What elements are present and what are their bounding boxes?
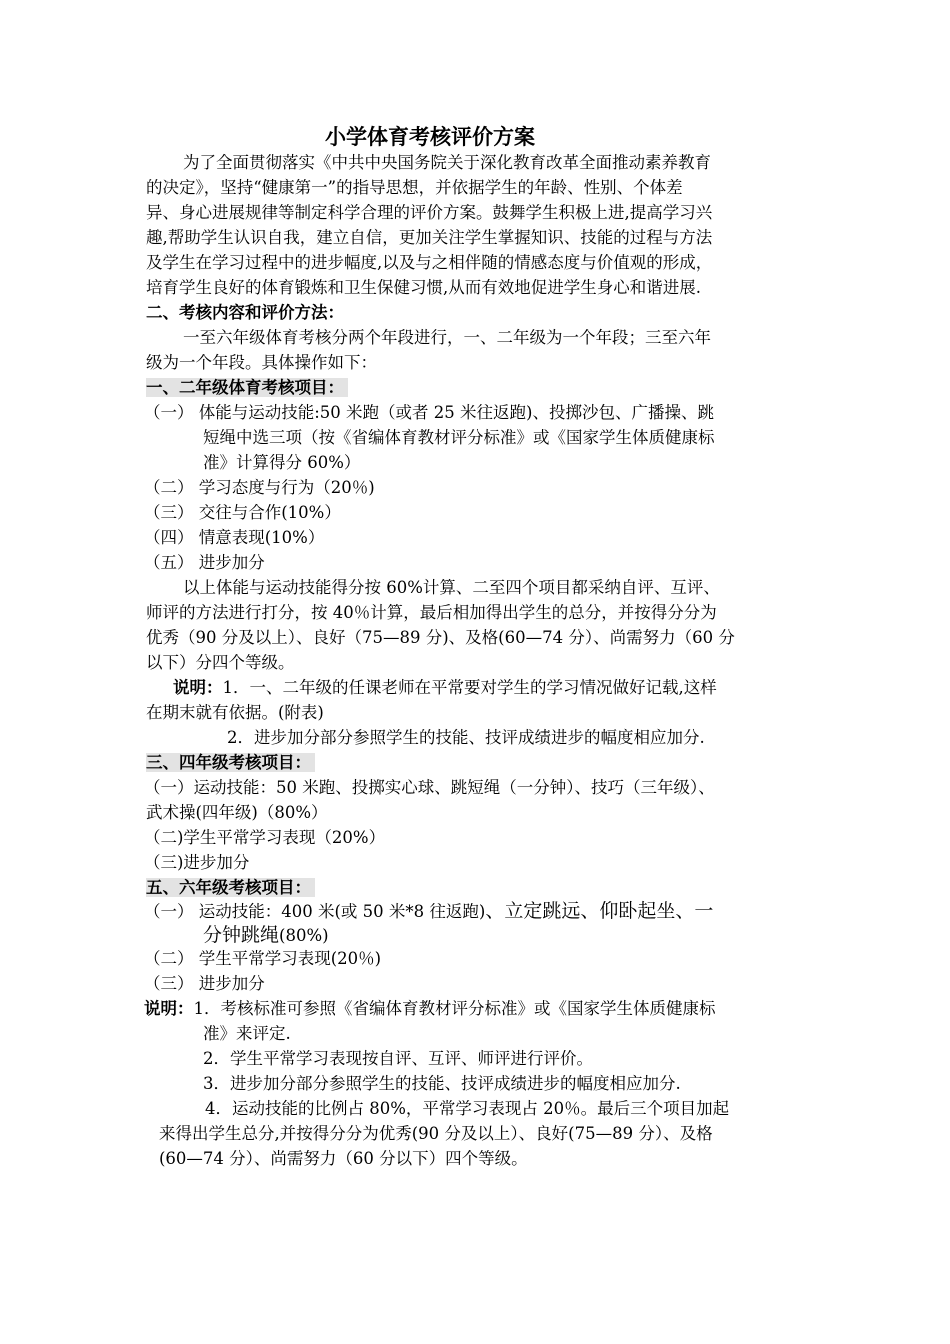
grade56-item: （三） 进步加分	[144, 974, 265, 993]
document-title: 小学体育考核评价方案	[325, 124, 535, 149]
grade12-item: 短绳中选三项（按《省编体育教材评分标准》或《国家学生体质健康标	[203, 428, 715, 447]
intro-line: 为了全面贯彻落实《中共中央国务院关于深化教育改革全面推动素养教育	[183, 153, 711, 172]
grade34-item: （一）运动技能：50 米跑、投掷实心球、跳短绳（一分钟）、技巧（三年级）、	[144, 778, 715, 797]
grade34-item: 武术操(四年级)（80%）	[146, 803, 328, 822]
note-text: 2．进步加分部分参照学生的技能、技评成绩进步的幅度相应加分.	[227, 728, 705, 747]
grade34-heading: 三、四年级考核项目：	[146, 753, 315, 772]
note-text: 来得出学生总分,并按得分分为优秀(90 分及以上）、良好(75—89 分）、及格	[159, 1124, 713, 1143]
note-text: 准》来评定.	[203, 1024, 291, 1043]
note-text: (60—74 分）、尚需努力（60 分以下）四个等级。	[159, 1149, 528, 1168]
grade56-item: （一） 运动技能：400 米(或 50 米*8 往返跑)	[144, 902, 486, 921]
note-text: 在期末就有依据。(附表)	[146, 703, 324, 722]
note-text: 2．学生平常学习表现按自评、互评、师评进行评价。	[203, 1049, 593, 1068]
note-text: 3．进步加分部分参照学生的技能、技评成绩进步的幅度相应加分.	[203, 1074, 681, 1093]
intro-line: 培育学生良好的体育锻炼和卫生保健习惯,从而有效地促进学生身心和谐进展.	[146, 278, 701, 297]
note-text: 1．一、二年级的任课老师在平常要对学生的学习情况做好记载,这样	[222, 678, 717, 697]
intro-line: 趣,帮助学生认识自我，建立自信，更加关注学生掌握知识、技能的过程与方法	[146, 228, 713, 247]
grade56-item: 分钟跳绳	[203, 924, 280, 946]
grade34-item: （三)进步加分	[144, 853, 250, 872]
grade12-item: （一） 体能与运动技能:50 米跑（或者 25 米往返跑)、投掷沙包、广播操、跳	[144, 403, 714, 422]
grade12-item: 准》计算得分 60%）	[203, 453, 361, 472]
grade56-item: （二） 学生平常学习表现(20％)	[144, 949, 382, 968]
grade12-item: （三） 交往与合作(10%）	[144, 503, 341, 522]
grade12-summary: 以上体能与运动技能得分按 60%计算、二至四个项目都采纳自评、互评、	[183, 578, 720, 597]
grade12-summary: 师评的方法进行打分，按 40％计算，最后相加得出学生的总分，并按得分分为	[146, 603, 717, 622]
grade56-heading: 五、六年级考核项目：	[146, 878, 315, 897]
intro-line: 异、身心进展规律等制定科学合理的评价方案。鼓舞学生积极上进,提高学习兴	[146, 203, 713, 222]
intro-line: 及学生在学习过程中的进步幅度,以及与之相伴随的情感态度与价值观的形成，	[146, 253, 713, 272]
section-text: 一至六年级体育考核分两个年段进行，一、二年级为一个年段；三至六年	[183, 328, 711, 347]
grade12-summary: 优秀（90 分及以上）、良好（75—89 分)、及格(60—74 分）、尚需努力（60 分	[146, 628, 735, 647]
note-text: 4．运动技能的比例占 80%，平常学习表现占 20％。最后三个项目加起	[205, 1099, 730, 1118]
grade12-summary: 以下）分四个等级。	[146, 653, 295, 672]
grade12-item: （二） 学习态度与行为（20％)	[144, 478, 375, 497]
note-label: 说明：	[173, 678, 223, 697]
grade12-heading: 一、二年级体育考核项目：	[146, 378, 348, 397]
grade56-item: 、立定跳远、仰卧起坐、一	[485, 900, 714, 922]
section-heading: 二、考核内容和评价方法：	[146, 303, 344, 322]
note-text: 1．考核标准可参照《省编体育教材评分标准》或《国家学生体质健康标	[193, 999, 716, 1018]
grade12-item: （五） 进步加分	[144, 553, 265, 572]
section-text: 级为一个年段。具体操作如下：	[146, 353, 377, 372]
grade12-item: （四） 情意表现(10%）	[144, 528, 325, 547]
intro-line: 的决定》，坚持“健康第一”的指导思想，并依据学生的年龄、性别、个体差	[146, 178, 683, 197]
note-label: 说明：	[144, 999, 194, 1018]
grade56-item: (80%)	[279, 926, 329, 945]
grade34-item: （二)学生平常学习表现（20%）	[144, 828, 386, 847]
